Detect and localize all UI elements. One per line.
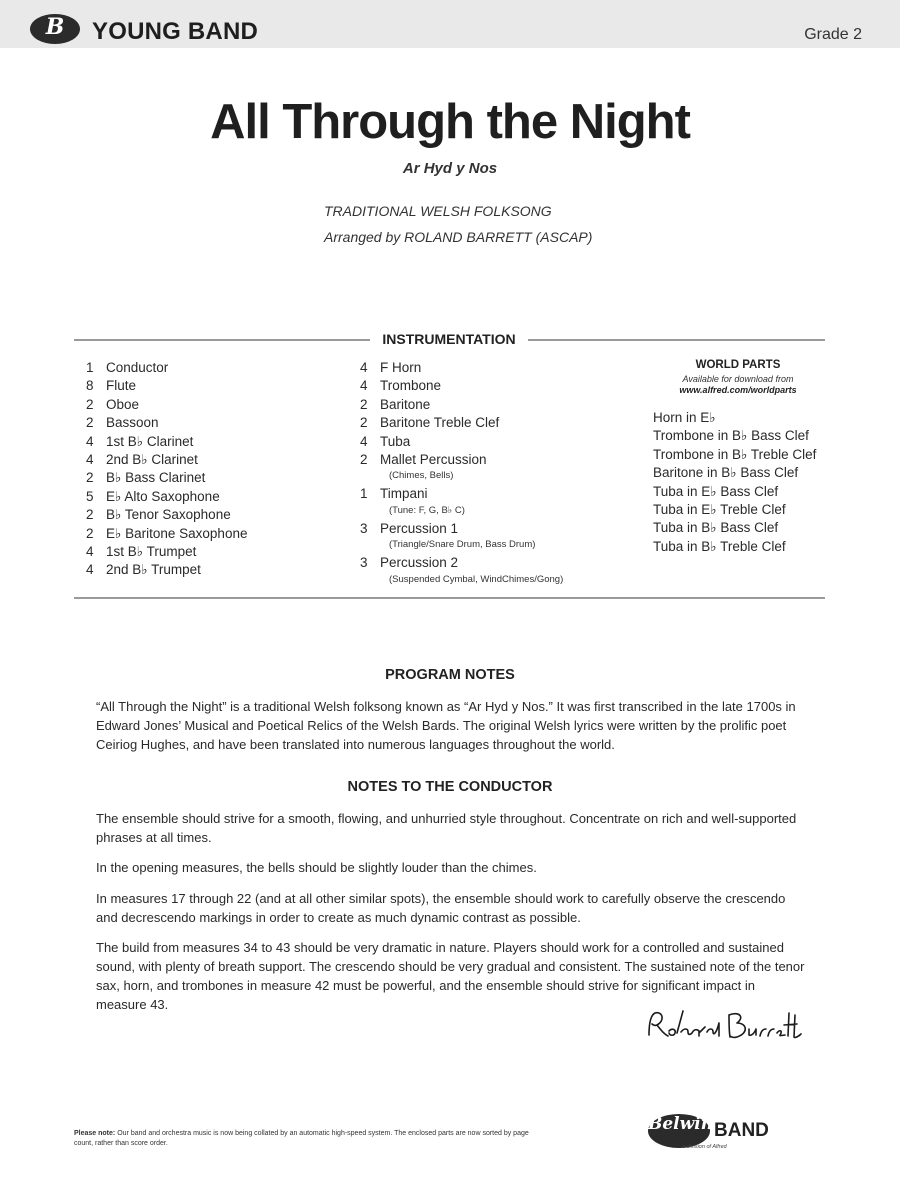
world-part-item: Trombone in B♭ Bass Clef xyxy=(653,428,809,444)
instrument-quantity: 2 xyxy=(86,470,94,486)
publisher-division-label: a division of Alfred xyxy=(682,1144,727,1150)
instrument-name: 2nd B♭ Trumpet xyxy=(106,562,201,578)
instrument-item xyxy=(86,488,247,506)
series-logo: B xyxy=(30,14,80,44)
instrument-item xyxy=(86,506,247,524)
instrument-item xyxy=(86,451,247,469)
instrument-name: Trombone xyxy=(380,378,442,394)
instrument-name: 1st B♭ Trumpet xyxy=(106,543,197,559)
instrument-name: Mallet Percussion xyxy=(380,451,487,467)
footer-note-label: Please note: xyxy=(74,1130,116,1137)
world-part-item: Trombone in B♭ Treble Clef xyxy=(653,446,817,462)
conductor-note-paragraph: The build from measures 34 to 43 should be very dramatic in nature. Players should work for a controlled and sustained sound, with plenty of breath support. The crescendo should be very gradual and consistent. The sustained note of the tenor sax, horn, and trombones in measure 42 must be powerful, and the ensemble should strive for significant impact in measure 43. xyxy=(96,940,805,1012)
world-part-item: Tuba in B♭ Bass Clef xyxy=(653,520,779,536)
instrument-item xyxy=(86,359,247,377)
instrument-item xyxy=(86,543,247,561)
instrument-quantity: 4 xyxy=(360,433,368,449)
instrumentation-column-1 xyxy=(86,359,247,580)
instrument-item xyxy=(86,396,247,414)
instrument-name: Timpani xyxy=(380,486,428,502)
instrument-item xyxy=(86,469,247,487)
instrument-item xyxy=(86,414,247,432)
conductor-note-paragraph: In the opening measures, the bells should be slightly louder than the chimes. xyxy=(96,860,537,875)
instrument-name: Percussion 1 xyxy=(380,520,459,536)
instrument-item xyxy=(360,554,563,585)
instrument-quantity: 4 xyxy=(86,433,94,449)
instrument-quantity: 1 xyxy=(86,360,94,375)
arranger-credit: Arranged by ROLAND BARRETT (ASCAP) xyxy=(324,229,593,245)
world-parts-url: www.alfred.com/worldparts xyxy=(679,385,797,395)
instrument-quantity: 4 xyxy=(360,378,368,394)
instrument-name: Oboe xyxy=(106,396,140,412)
instrument-quantity: 4 xyxy=(86,562,94,578)
conductor-note-paragraph: In measures 17 through 22 (and at all other similar spots), the ensemble should work to carefully observe the crescendo and decrescendo markings in order to create as much dynamic contrast as possible. xyxy=(96,891,786,925)
instrument-quantity: 1 xyxy=(360,486,368,502)
instrument-name: Percussion 2 xyxy=(380,555,459,571)
world-part-item: Horn in E♭ xyxy=(653,410,716,425)
divider xyxy=(74,339,370,341)
publisher-badge: Belwin xyxy=(648,1114,710,1148)
page-title: All Through the Night xyxy=(210,95,690,149)
instrument-name: Flute xyxy=(106,378,137,394)
program-notes-heading: PROGRAM NOTES xyxy=(385,667,515,683)
publisher-logo xyxy=(648,1110,828,1154)
instrument-name: 2nd B♭ Clarinet xyxy=(106,451,198,467)
instrument-quantity: 2 xyxy=(360,451,368,467)
instrument-name: B♭ Bass Clarinet xyxy=(106,470,206,486)
divider xyxy=(528,339,825,341)
series-name: YOUNG BAND xyxy=(92,18,259,45)
instrument-item xyxy=(360,433,563,451)
grade-label: Grade 2 xyxy=(804,26,862,43)
instrument-quantity: 2 xyxy=(86,525,94,541)
instrument-quantity: 4 xyxy=(360,360,368,375)
instrument-note: (Chimes, Bells) xyxy=(389,470,454,482)
footer-note-text: Our band and orchestra music is now being collated by an automatic high-speed system. The enclosed parts are now sorted by page count, rather than score order. xyxy=(74,1130,529,1147)
world-parts-panel xyxy=(653,359,843,556)
composer-credit: TRADITIONAL WELSH FOLKSONG xyxy=(324,203,552,219)
instrument-item xyxy=(360,451,563,482)
world-part-item: Tuba in B♭ Treble Clef xyxy=(653,538,786,554)
instrument-item xyxy=(86,433,247,451)
instrument-note: (Triangle/Snare Drum, Bass Drum) xyxy=(389,539,536,551)
world-part-item: Tuba in E♭ Bass Clef xyxy=(653,483,779,499)
instrument-item xyxy=(360,359,563,377)
instrument-quantity: 4 xyxy=(86,451,94,467)
instrument-name: B♭ Tenor Saxophone xyxy=(106,507,231,523)
instrumentation-heading: INSTRUMENTATION xyxy=(382,331,516,347)
instrument-quantity: 3 xyxy=(360,555,368,571)
world-part-item: Baritone in B♭ Bass Clef xyxy=(653,465,799,481)
instrument-name: E♭ Baritone Saxophone xyxy=(106,525,248,541)
instrument-quantity: 2 xyxy=(86,507,94,523)
instrument-name: E♭ Alto Saxophone xyxy=(106,488,220,504)
arranger-signature xyxy=(645,1005,805,1047)
footer-note xyxy=(74,1129,534,1149)
instrument-quantity: 2 xyxy=(86,415,94,431)
instrument-name: Baritone Treble Clef xyxy=(380,415,500,431)
instrument-quantity: 3 xyxy=(360,520,368,536)
instrument-quantity: 8 xyxy=(86,378,94,394)
instrument-item xyxy=(360,485,563,516)
program-notes-text: “All Through the Night” is a traditional Welsh folksong known as “Ar Hyd y Nos.” It was first transcribed in the late 1700s in Edward Jones’ Musical and Poetical Relics of the Welsh Bards. The original Welsh lyrics were written by the prolific poet Ceiriog Hughes, and have been translated into numerous languages throughout the world. xyxy=(96,699,796,752)
instrument-name: Bassoon xyxy=(106,415,159,431)
conductor-note-paragraph: The ensemble should strive for a smooth, flowing, and unhurried style throughout. Concentrate on rich and well-supported phrases at all times. xyxy=(96,811,797,845)
instrument-name: Baritone xyxy=(380,396,431,412)
instrument-name: 1st B♭ Clarinet xyxy=(106,433,194,449)
instrument-item xyxy=(360,520,563,551)
instrument-quantity: 2 xyxy=(86,396,94,412)
conductor-notes-heading: NOTES TO THE CONDUCTOR xyxy=(347,779,553,795)
world-parts-list xyxy=(653,409,843,556)
instrument-name: Tuba xyxy=(380,433,411,449)
instrument-quantity: 4 xyxy=(86,543,94,559)
instrument-quantity: 2 xyxy=(360,415,368,431)
instrument-item xyxy=(360,414,563,432)
publisher-band-label: BAND xyxy=(714,1120,769,1141)
instrument-note: (Tune: F, G, B♭ C) xyxy=(389,504,465,516)
page-subtitle: Ar Hyd y Nos xyxy=(402,160,498,177)
instrument-item xyxy=(360,396,563,414)
instrument-quantity: 5 xyxy=(86,488,94,504)
instrument-name: F Horn xyxy=(380,360,422,375)
instrument-item xyxy=(86,561,247,579)
world-part-item: Tuba in E♭ Treble Clef xyxy=(653,501,786,517)
instrument-item xyxy=(86,377,247,395)
instrument-item xyxy=(360,377,563,395)
world-parts-subheading: Available for download from xyxy=(682,374,794,384)
instrument-note: (Suspended Cymbal, WindChimes/Gong) xyxy=(389,573,564,585)
divider xyxy=(74,597,825,599)
instrument-quantity: 2 xyxy=(360,396,368,412)
world-parts-heading: WORLD PARTS xyxy=(695,359,781,371)
instrument-item xyxy=(86,525,247,543)
instrument-name: Conductor xyxy=(106,360,169,375)
instrumentation-column-2 xyxy=(360,359,563,589)
